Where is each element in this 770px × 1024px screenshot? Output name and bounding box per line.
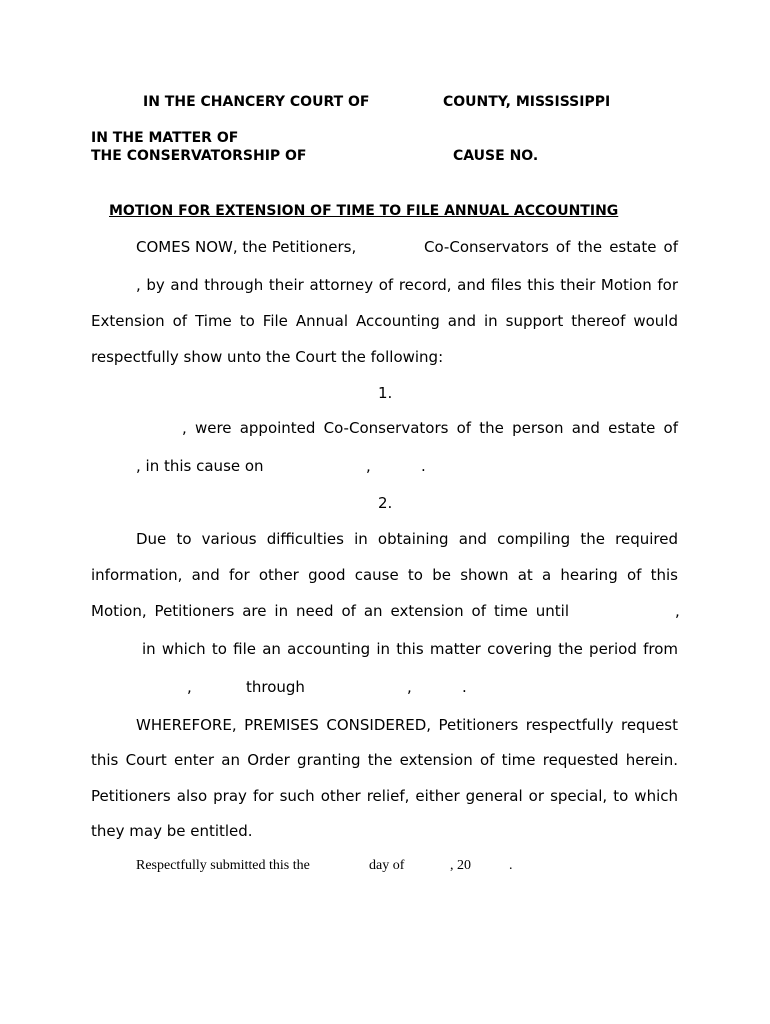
intro-line-2: , by and through their attorney of record, and files this their Motion for	[136, 276, 678, 294]
intro-line-3: Extension of Time to File Annual Accounting and in support thereof would	[91, 312, 678, 330]
section-1-number: 1.	[378, 384, 393, 402]
wherefore-line-3: Petitioners also pray for such other relief, either general or special, to which	[91, 787, 678, 805]
section-1-line-2a: , in this cause on	[136, 457, 264, 475]
submitted-text: Respectfully submitted this the	[136, 858, 310, 873]
wherefore-line-1: WHEREFORE, PREMISES CONSIDERED, Petitioners respectfully request	[136, 716, 678, 734]
county-heading: COUNTY, MISSISSIPPI	[443, 94, 611, 110]
section-2-line-5a: ,	[187, 678, 192, 696]
section-2-line-3a: Motion, Petitioners are in need of an extension of time until	[91, 602, 569, 620]
matter-line-2: THE CONSERVATORSHIP OF	[91, 148, 307, 164]
document-title: MOTION FOR EXTENSION OF TIME TO FILE ANNUAL ACCOUNTING	[109, 203, 619, 219]
court-heading: IN THE CHANCERY COURT OF	[143, 94, 370, 110]
submitted-day-of: day of	[369, 858, 405, 873]
intro-line-4: respectfully show unto the Court the following:	[91, 348, 444, 366]
section-2-line-2: information, and for other good cause to be shown at a hearing of this	[91, 566, 678, 584]
section-2-line-5c: ,	[407, 678, 412, 696]
section-1-line-1: , were appointed Co-Conservators of the person and estate of	[182, 419, 678, 437]
section-1-line-2b: ,	[366, 457, 371, 475]
section-2-line-4: in which to file an accounting in this matter covering the period from	[142, 640, 678, 658]
section-2-line-5d: .	[462, 678, 467, 696]
section-2-line-1: Due to various difficulties in obtaining and compiling the required	[136, 530, 678, 548]
cause-number: CAUSE NO.	[453, 148, 539, 164]
section-2-number: 2.	[378, 494, 393, 512]
intro-line-1a: COMES NOW, the Petitioners,	[136, 238, 357, 256]
section-2-line-5b: through	[246, 678, 305, 696]
wherefore-line-2: this Court enter an Order granting the extension of time requested herein.	[91, 751, 678, 769]
intro-line-1b: Co-Conservators of the estate of	[424, 238, 678, 256]
submitted-period: .	[509, 858, 513, 873]
submitted-year-prefix: , 20	[450, 858, 471, 873]
matter-line-1: IN THE MATTER OF	[91, 130, 239, 146]
section-1-line-2c: .	[421, 457, 426, 475]
section-2-line-3b: ,	[675, 602, 680, 620]
wherefore-line-4: they may be entitled.	[91, 822, 253, 840]
